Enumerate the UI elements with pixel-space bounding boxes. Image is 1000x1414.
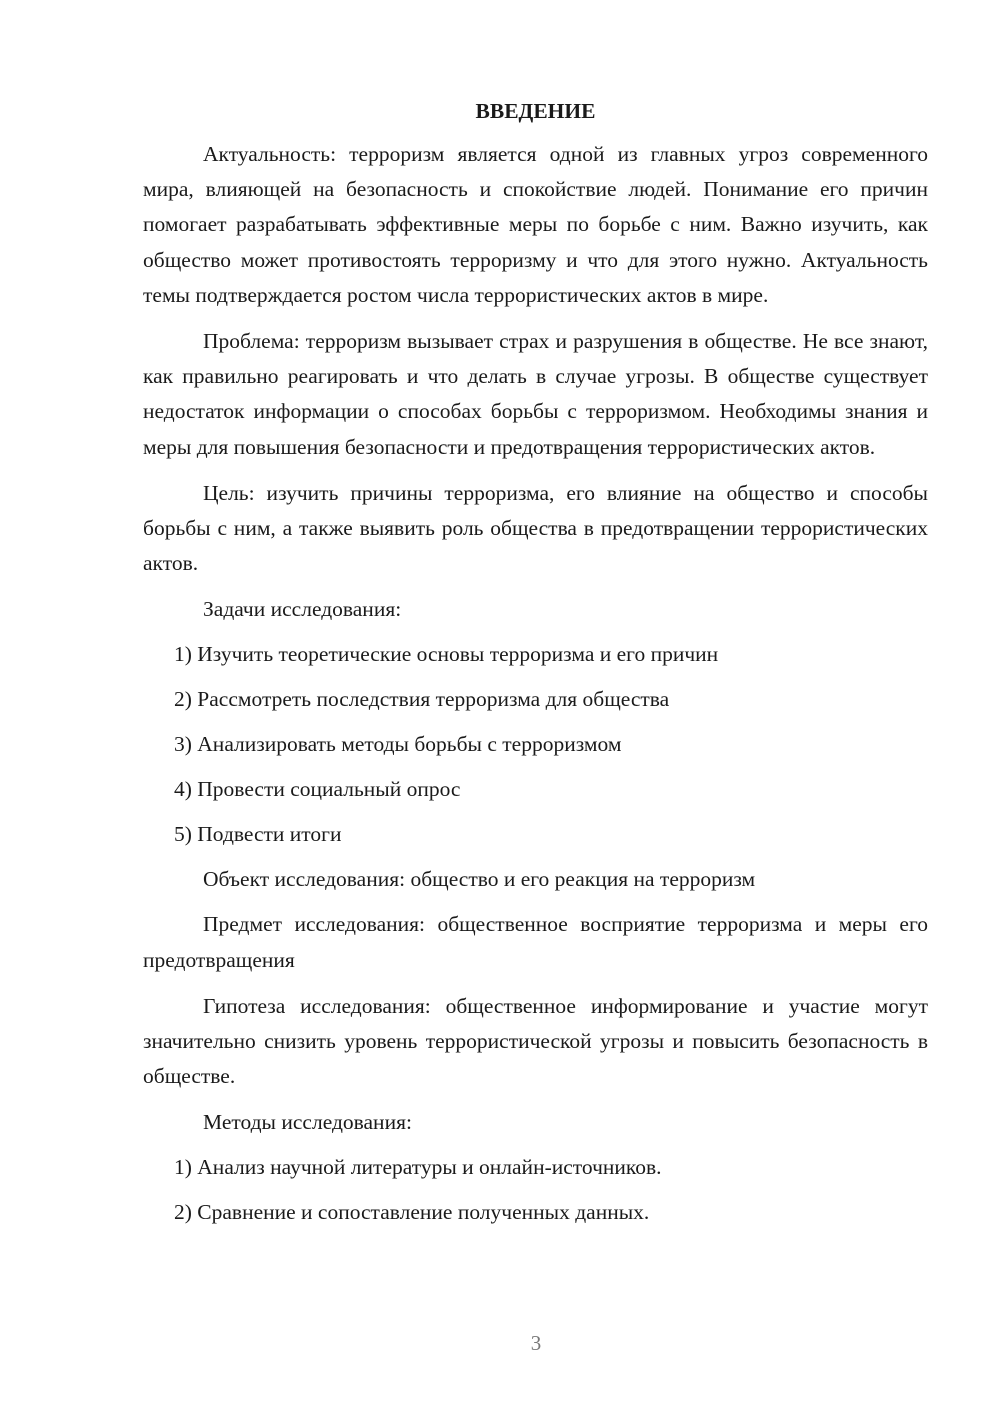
list-item: 1) Изучить теоретические основы терроризма и его причин — [174, 642, 719, 667]
list-item: 2) Рассмотреть последствия терроризма для общества — [174, 687, 670, 712]
list-item: 5) Подвести итоги — [174, 822, 342, 847]
list-item: 4) Провести социальный опрос — [174, 777, 461, 802]
list-item: 2) Сравнение и сопоставление полученных данных. — [174, 1200, 650, 1225]
tasks-heading: Задачи исследования: — [203, 597, 402, 622]
hypothesis-paragraph: Гипотеза исследования: общественное информирование и участие могут значительно снизить уровень террористической угрозы и повысить безопасность в обществе. — [143, 993, 928, 1089]
relevance-paragraph: Актуальность: терроризм является одной из главных угроз современного мира, влияющей на безопасность и спокойствие людей. Понимание его причин помогает разрабатывать эффективные меры по борьбе с ним. Важно изучить, как общество может противостоять терроризму и что для этого нужно. Актуальность темы подтверждается ростом числа террористических актов в мире. — [143, 142, 928, 307]
page-title: ВВЕДЕНИЕ — [475, 99, 596, 123]
document-page — [143, 95, 928, 1240]
list-item: 3) Анализировать методы борьбы с терроризмом — [174, 732, 622, 757]
methods-heading: Методы исследования: — [203, 1110, 412, 1135]
subject-paragraph: Предмет исследования: общественное восприятие терроризма и меры его предотвращения — [143, 912, 928, 972]
methods-list — [143, 1150, 928, 1230]
page-number: 3 — [530, 1331, 542, 1355]
tasks-list — [143, 637, 928, 852]
object-paragraph: Объект исследования: общество и его реакция на терроризм — [203, 867, 756, 892]
list-item: 1) Анализ научной литературы и онлайн-источников. — [174, 1155, 662, 1180]
goal-paragraph: Цель: изучить причины терроризма, его влияние на общество и способы борьбы с ним, а также выявить роль общества в предотвращении террористических актов. — [143, 480, 928, 576]
problem-paragraph: Проблема: терроризм вызывает страх и разрушения в обществе. Не все знают, как правильно реагировать и что делать в случае угрозы. В обществе существует недостаток информации о способах борьбы с терроризмом. Необходимы знания и меры для повышения безопасности и предотвращения террористических актов. — [143, 329, 928, 459]
